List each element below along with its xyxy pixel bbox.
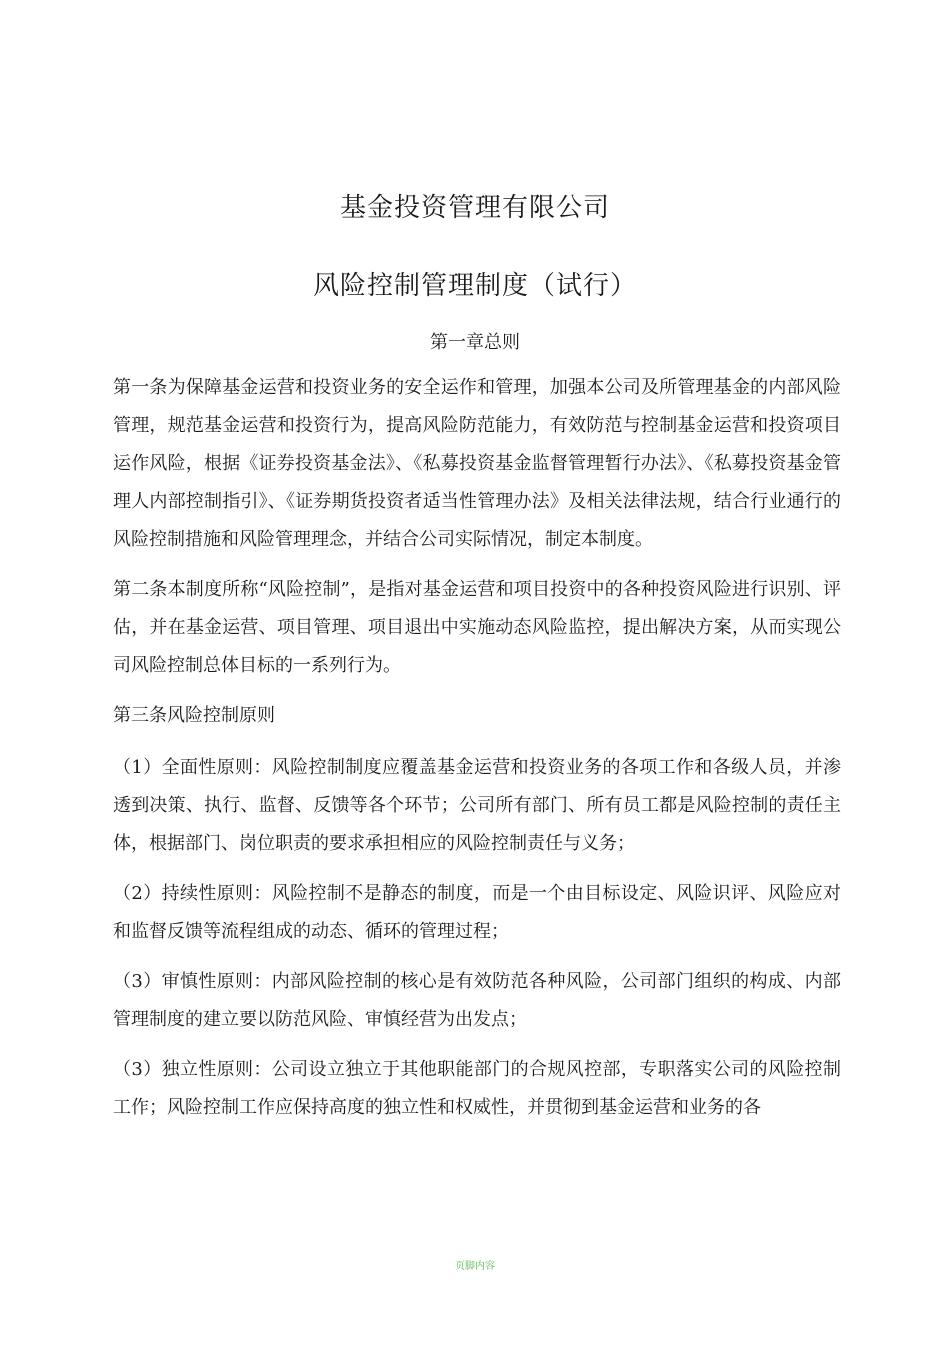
principle-independence: （3）独立性原则：公司设立独立于其他职能部门的合规风控部，专职落实公司的风险控制工作；风险控制工作应保持高度的独立性和权威性，并贯彻到基金运营和业务的各 [113,1059,841,1118]
article-1: 第一条为保障基金运营和投资业务的安全运作和管理，加强本公司及所管理基金的内部风险管理，规范基金运营和投资行为，提高风险防范能力，有效防范与控制基金运营和投资项目运作风险，根据《证券投资基金法》、《私募投资基金监督管理暂行办法》、《私募投资基金管理人内部控制指引》、《证券期货投资者适当性管理办法》及相关法律法规，结合行业通行的风险控制措施和风险管理理念，并结合公司实际情况，制定本制度。 [113,377,841,550]
company-title: 基金投资管理有限公司 [339,193,610,223]
principle-prudence: （3）审慎性原则：内部风险控制的核心是有效防范各种风险，公司部门组织的构成、内部管理制度的建立要以防范风险、审慎经营为出发点； [113,971,841,1030]
document-body [113,369,841,1139]
principle-continuity: （2）持续性原则：风险控制不是静态的制度，而是一个由目标设定、风险识评、风险应对和监督反馈等流程组成的动态、循环的管理过程； [113,883,841,942]
article-2: 第二条本制度所称“风险控制”，是指对基金运营和项目投资中的各种投资风险进行识别、评估，并在基金运营、项目管理、项目退出中实施动态风险监控，提出解决方案，从而实现公司风险控制总体目标的一系列行为。 [113,579,841,676]
document-title: 风险控制管理制度（试行） [312,271,637,301]
chapter-heading: 第一章总则 [430,332,520,353]
page-footer: 页脚内容 [455,1261,495,1272]
article-3-heading: 第三条风险控制原则 [113,705,275,726]
principle-comprehensive: （1）全面性原则：风险控制制度应覆盖基金运营和投资业务的各项工作和各级人员，并渗透到决策、执行、监督、反馈等各个环节；公司所有部门、所有员工都是风险控制的责任主体，根据部门、岗位职责的要求承担相应的风险控制责任与义务； [113,757,841,854]
